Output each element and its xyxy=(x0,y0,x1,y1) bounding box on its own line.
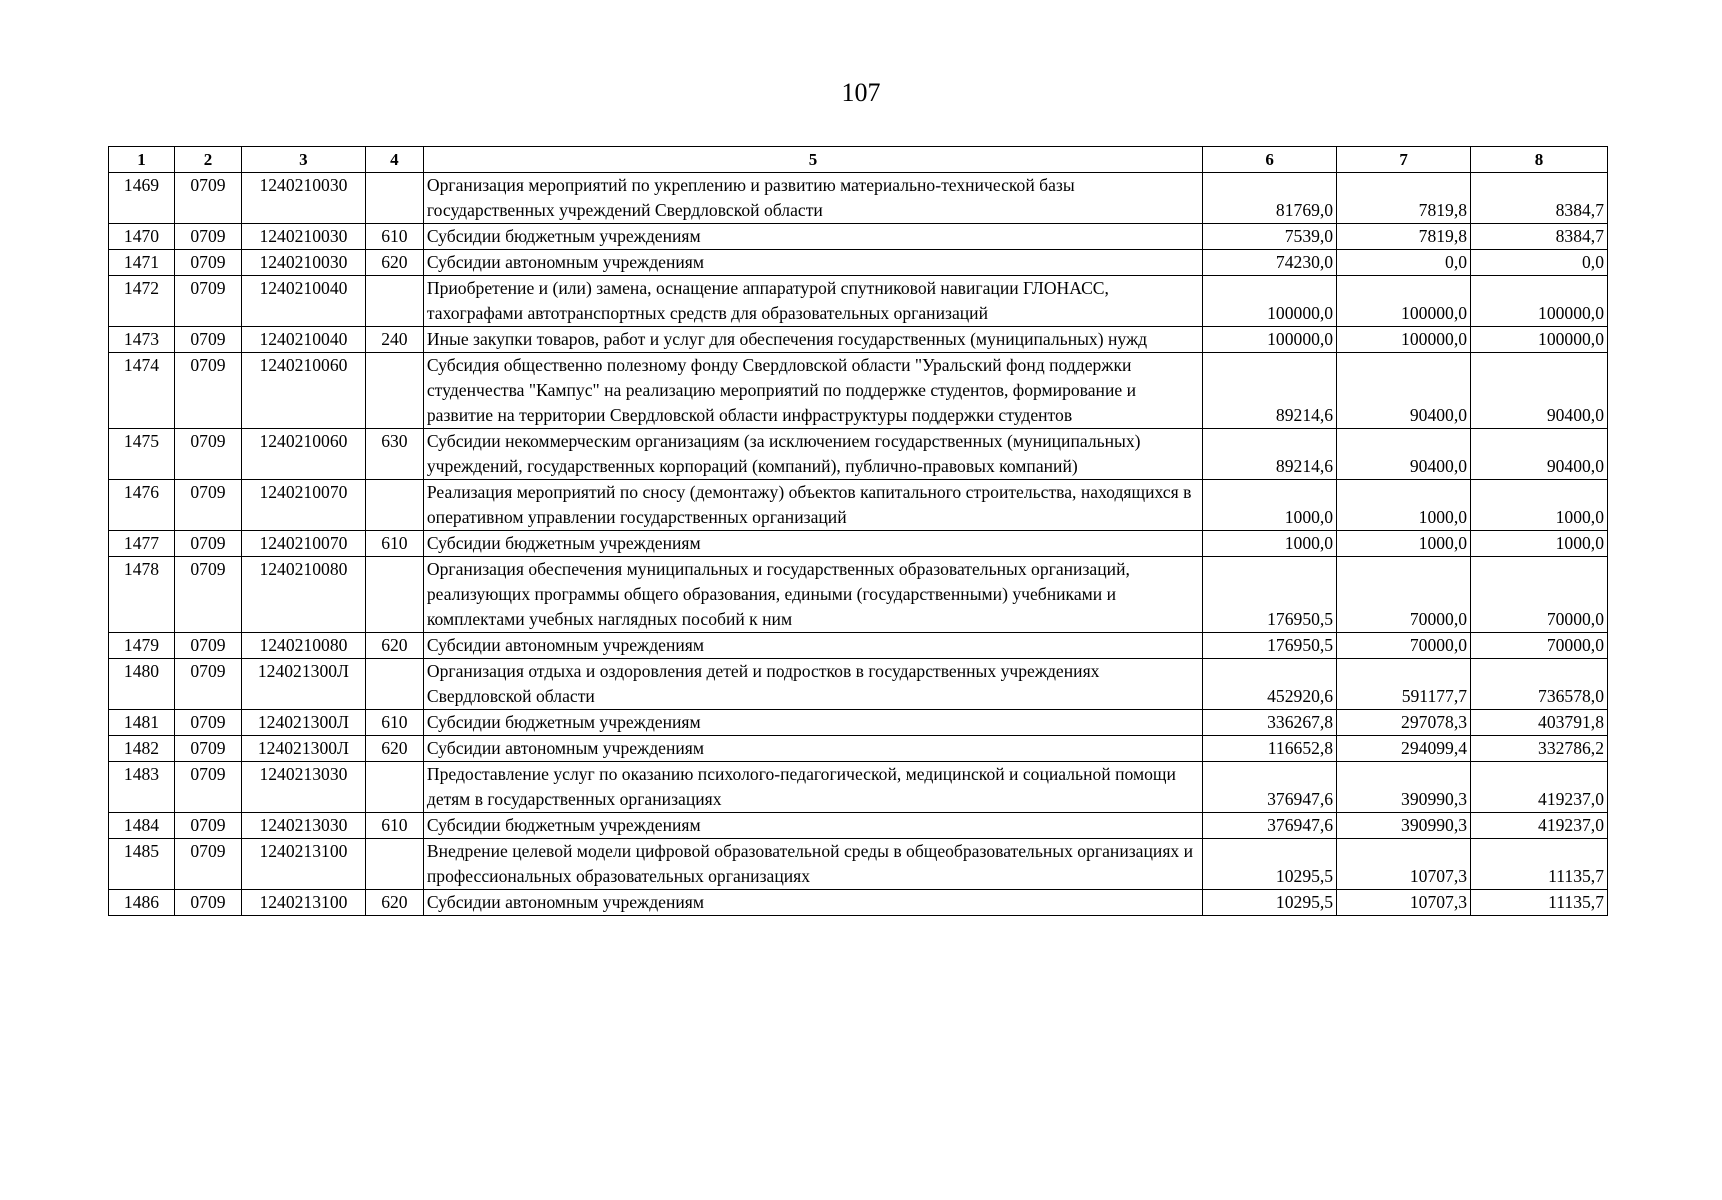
header-col-8: 8 xyxy=(1471,147,1608,173)
amount-col-7: 100000,0 xyxy=(1337,327,1471,353)
amount-col-7: 70000,0 xyxy=(1337,557,1471,633)
table-row xyxy=(109,762,1608,813)
amount-col-8: 100000,0 xyxy=(1471,276,1608,327)
section-code: 0709 xyxy=(174,224,241,250)
target-code: 1240213030 xyxy=(241,762,365,813)
target-code: 1240210060 xyxy=(241,353,365,429)
amount-col-6: 1000,0 xyxy=(1203,480,1337,531)
amount-col-6: 176950,5 xyxy=(1203,633,1337,659)
expense-type-code: 610 xyxy=(365,710,423,736)
row-number: 1484 xyxy=(109,813,175,839)
section-code: 0709 xyxy=(174,839,241,890)
amount-col-7: 10707,3 xyxy=(1337,839,1471,890)
table-row xyxy=(109,276,1608,327)
amount-col-8: 419237,0 xyxy=(1471,762,1608,813)
row-number: 1470 xyxy=(109,224,175,250)
expense-type-code: 610 xyxy=(365,813,423,839)
expense-type-code xyxy=(365,557,423,633)
amount-col-8: 419237,0 xyxy=(1471,813,1608,839)
amount-col-6: 74230,0 xyxy=(1203,250,1337,276)
amount-col-7: 390990,3 xyxy=(1337,762,1471,813)
item-name: Субсидии автономным учреждениям xyxy=(423,250,1202,276)
row-number: 1474 xyxy=(109,353,175,429)
target-code: 124021300Л xyxy=(241,736,365,762)
table-row xyxy=(109,633,1608,659)
section-code: 0709 xyxy=(174,353,241,429)
section-code: 0709 xyxy=(174,633,241,659)
item-name: Субсидии бюджетным учреждениям xyxy=(423,531,1202,557)
amount-col-8: 1000,0 xyxy=(1471,480,1608,531)
header-col-7: 7 xyxy=(1337,147,1471,173)
amount-col-8: 100000,0 xyxy=(1471,327,1608,353)
row-number: 1485 xyxy=(109,839,175,890)
amount-col-6: 10295,5 xyxy=(1203,890,1337,916)
amount-col-6: 452920,6 xyxy=(1203,659,1337,710)
row-number: 1478 xyxy=(109,557,175,633)
amount-col-7: 0,0 xyxy=(1337,250,1471,276)
amount-col-8: 8384,7 xyxy=(1471,224,1608,250)
expense-type-code xyxy=(365,659,423,710)
table-row xyxy=(109,429,1608,480)
amount-col-8: 70000,0 xyxy=(1471,557,1608,633)
amount-col-8: 403791,8 xyxy=(1471,710,1608,736)
amount-col-7: 100000,0 xyxy=(1337,276,1471,327)
expense-type-code xyxy=(365,762,423,813)
amount-col-8: 1000,0 xyxy=(1471,531,1608,557)
section-code: 0709 xyxy=(174,531,241,557)
section-code: 0709 xyxy=(174,276,241,327)
section-code: 0709 xyxy=(174,813,241,839)
row-number: 1479 xyxy=(109,633,175,659)
expense-type-code: 620 xyxy=(365,736,423,762)
target-code: 1240210030 xyxy=(241,173,365,224)
row-number: 1486 xyxy=(109,890,175,916)
target-code: 1240210030 xyxy=(241,250,365,276)
amount-col-8: 736578,0 xyxy=(1471,659,1608,710)
item-name: Иные закупки товаров, работ и услуг для обеспечения государственных (муниципальных) нужд xyxy=(423,327,1202,353)
table-row xyxy=(109,557,1608,633)
amount-col-7: 7819,8 xyxy=(1337,173,1471,224)
target-code: 1240210030 xyxy=(241,224,365,250)
header-col-6: 6 xyxy=(1203,147,1337,173)
amount-col-8: 90400,0 xyxy=(1471,353,1608,429)
table-row xyxy=(109,224,1608,250)
section-code: 0709 xyxy=(174,429,241,480)
amount-col-7: 90400,0 xyxy=(1337,353,1471,429)
section-code: 0709 xyxy=(174,480,241,531)
amount-col-6: 1000,0 xyxy=(1203,531,1337,557)
item-name: Субсидии бюджетным учреждениям xyxy=(423,813,1202,839)
row-number: 1475 xyxy=(109,429,175,480)
target-code: 1240210080 xyxy=(241,633,365,659)
section-code: 0709 xyxy=(174,710,241,736)
amount-col-7: 297078,3 xyxy=(1337,710,1471,736)
row-number: 1471 xyxy=(109,250,175,276)
header-col-2: 2 xyxy=(174,147,241,173)
amount-col-7: 90400,0 xyxy=(1337,429,1471,480)
item-name: Организация обеспечения муниципальных и государственных образовательных организаций, реализующих программы общего образования, едиными (государственными) учебниками и комплектами учебных наглядных пособий к ним xyxy=(423,557,1202,633)
amount-col-8: 0,0 xyxy=(1471,250,1608,276)
table-row xyxy=(109,327,1608,353)
amount-col-6: 89214,6 xyxy=(1203,353,1337,429)
row-number: 1473 xyxy=(109,327,175,353)
section-code: 0709 xyxy=(174,327,241,353)
item-name: Организация мероприятий по укреплению и развитию материально-технической базы государственных учреждений Свердловской области xyxy=(423,173,1202,224)
row-number: 1483 xyxy=(109,762,175,813)
amount-col-7: 10707,3 xyxy=(1337,890,1471,916)
amount-col-6: 89214,6 xyxy=(1203,429,1337,480)
expense-type-code xyxy=(365,480,423,531)
table-row xyxy=(109,813,1608,839)
item-name: Субсидия общественно полезному фонду Свердловской области "Уральский фонд поддержки студенчества "Кампус" на реализацию мероприятий по поддержке студентов, формирование и развитие на территории Свердловской области инфраструктуры поддержки студентов xyxy=(423,353,1202,429)
target-code: 1240210040 xyxy=(241,327,365,353)
amount-col-6: 10295,5 xyxy=(1203,839,1337,890)
row-number: 1477 xyxy=(109,531,175,557)
amount-col-6: 376947,6 xyxy=(1203,762,1337,813)
row-number: 1482 xyxy=(109,736,175,762)
row-number: 1472 xyxy=(109,276,175,327)
header-col-5: 5 xyxy=(423,147,1202,173)
amount-col-6: 116652,8 xyxy=(1203,736,1337,762)
item-name: Приобретение и (или) замена, оснащение аппаратурой спутниковой навигации ГЛОНАСС, тахографами автотранспортных средств для образовательных организаций xyxy=(423,276,1202,327)
target-code: 124021300Л xyxy=(241,710,365,736)
header-row xyxy=(109,147,1608,173)
table-row xyxy=(109,710,1608,736)
expense-type-code xyxy=(365,276,423,327)
section-code: 0709 xyxy=(174,557,241,633)
row-number: 1476 xyxy=(109,480,175,531)
item-name: Субсидии бюджетным учреждениям xyxy=(423,710,1202,736)
section-code: 0709 xyxy=(174,250,241,276)
amount-col-7: 1000,0 xyxy=(1337,531,1471,557)
row-number: 1481 xyxy=(109,710,175,736)
amount-col-6: 336267,8 xyxy=(1203,710,1337,736)
target-code: 1240213030 xyxy=(241,813,365,839)
table-row xyxy=(109,736,1608,762)
expense-type-code xyxy=(365,173,423,224)
expense-type-code: 620 xyxy=(365,633,423,659)
target-code: 1240210080 xyxy=(241,557,365,633)
table-row xyxy=(109,250,1608,276)
expense-type-code xyxy=(365,839,423,890)
page-number: 107 xyxy=(841,78,881,107)
amount-col-8: 11135,7 xyxy=(1471,890,1608,916)
table-row xyxy=(109,531,1608,557)
section-code: 0709 xyxy=(174,736,241,762)
amount-col-7: 390990,3 xyxy=(1337,813,1471,839)
expense-type-code: 620 xyxy=(365,250,423,276)
target-code: 1240210040 xyxy=(241,276,365,327)
header-col-3: 3 xyxy=(241,147,365,173)
amount-col-7: 1000,0 xyxy=(1337,480,1471,531)
target-code: 1240210060 xyxy=(241,429,365,480)
table-header xyxy=(109,147,1608,173)
item-name: Субсидии автономным учреждениям xyxy=(423,736,1202,762)
amount-col-6: 376947,6 xyxy=(1203,813,1337,839)
table-row xyxy=(109,659,1608,710)
section-code: 0709 xyxy=(174,659,241,710)
item-name: Субсидии бюджетным учреждениям xyxy=(423,224,1202,250)
expense-type-code: 610 xyxy=(365,224,423,250)
amount-col-8: 70000,0 xyxy=(1471,633,1608,659)
expense-type-code: 630 xyxy=(365,429,423,480)
expense-type-code: 240 xyxy=(365,327,423,353)
amount-col-6: 81769,0 xyxy=(1203,173,1337,224)
amount-col-6: 7539,0 xyxy=(1203,224,1337,250)
item-name: Внедрение целевой модели цифровой образовательной среды в общеобразовательных организациях и профессиональных образовательных организациях xyxy=(423,839,1202,890)
table-row xyxy=(109,480,1608,531)
header-col-1: 1 xyxy=(109,147,175,173)
item-name: Организация отдыха и оздоровления детей и подростков в государственных учреждениях Свердловской области xyxy=(423,659,1202,710)
expense-type-code: 610 xyxy=(365,531,423,557)
item-name: Субсидии некоммерческим организациям (за исключением государственных (муниципальных) учреждений, государственных корпораций (компаний), публично-правовых компаний) xyxy=(423,429,1202,480)
target-code: 1240213100 xyxy=(241,839,365,890)
target-code: 124021300Л xyxy=(241,659,365,710)
table-row xyxy=(109,890,1608,916)
item-name: Субсидии автономным учреждениям xyxy=(423,633,1202,659)
item-name: Реализация мероприятий по сносу (демонтажу) объектов капитального строительства, находящихся в оперативном управлении государственных организаций xyxy=(423,480,1202,531)
table-body xyxy=(109,173,1608,916)
expense-type-code: 620 xyxy=(365,890,423,916)
section-code: 0709 xyxy=(174,173,241,224)
target-code: 1240210070 xyxy=(241,531,365,557)
table-row xyxy=(109,839,1608,890)
amount-col-6: 176950,5 xyxy=(1203,557,1337,633)
header-col-4: 4 xyxy=(365,147,423,173)
expense-type-code xyxy=(365,353,423,429)
amount-col-8: 11135,7 xyxy=(1471,839,1608,890)
item-name: Предоставление услуг по оказанию психолого-педагогической, медицинской и социальной помощи детям в государственных организациях xyxy=(423,762,1202,813)
amount-col-7: 70000,0 xyxy=(1337,633,1471,659)
row-number: 1469 xyxy=(109,173,175,224)
amount-col-8: 90400,0 xyxy=(1471,429,1608,480)
target-code: 1240210070 xyxy=(241,480,365,531)
amount-col-7: 591177,7 xyxy=(1337,659,1471,710)
row-number: 1480 xyxy=(109,659,175,710)
section-code: 0709 xyxy=(174,890,241,916)
section-code: 0709 xyxy=(174,762,241,813)
amount-col-8: 8384,7 xyxy=(1471,173,1608,224)
amount-col-7: 294099,4 xyxy=(1337,736,1471,762)
budget-table xyxy=(108,146,1608,916)
target-code: 1240213100 xyxy=(241,890,365,916)
amount-col-6: 100000,0 xyxy=(1203,276,1337,327)
item-name: Субсидии автономным учреждениям xyxy=(423,890,1202,916)
table-row xyxy=(109,173,1608,224)
amount-col-8: 332786,2 xyxy=(1471,736,1608,762)
table-row xyxy=(109,353,1608,429)
amount-col-7: 7819,8 xyxy=(1337,224,1471,250)
amount-col-6: 100000,0 xyxy=(1203,327,1337,353)
